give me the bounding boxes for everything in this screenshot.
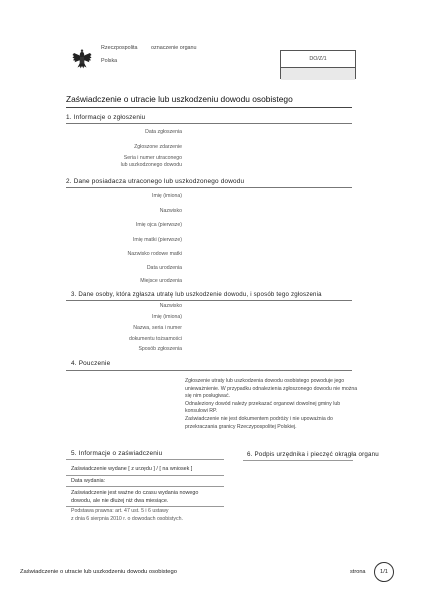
field-series-number — [121, 155, 182, 169]
instruction-text — [185, 378, 365, 431]
field-id-document-line1: Nazwa, seria i numer — [133, 325, 182, 331]
section5-heading: 5. Informacje o zaświadczeniu — [71, 450, 163, 457]
section5-rule — [66, 459, 224, 460]
instruction-line: unieważnienie. W przypadku odnalezienia zgłoszonego dowodu nie można — [185, 385, 358, 392]
page-title: Zaświadczenie o utracie lub uszkodzeniu dowodu osobistego — [66, 94, 293, 104]
field-series-number-line2: lub uszkodzonego dowodu — [120, 162, 182, 168]
section6-heading: 6. Podpis urzędnika i pieczęć okrągła organu — [247, 451, 379, 458]
field-birth-date: Data urodzenia — [146, 265, 182, 271]
instruction-line: przekraczania granicy Rzeczypospolitej Polskiej. — [185, 423, 297, 430]
issued-mode: Zaświadczenie wydane [ z urzędu ] / [ na wniosek ] — [71, 466, 193, 472]
page-number: 1/1 — [379, 569, 389, 575]
issue-date-label: Data wydania: — [71, 478, 106, 484]
validity-line1: Zaświadczenie jest ważne do czasu wydania nowego — [71, 490, 199, 496]
field-surname: Nazwisko — [159, 208, 182, 214]
page-number-circle — [374, 562, 394, 582]
field-mother-name: Imię matki (pierwsze) — [132, 237, 182, 243]
field-series-number-line1: Seria i numer utraconego — [123, 155, 182, 161]
document-code-top — [281, 51, 355, 68]
instruction-line: Zaświadczenie nie jest dokumentem podróży i nie upoważnia do — [185, 415, 333, 422]
section3-rule — [66, 300, 352, 301]
footer-title: Zaświadczenie o utracie lub uszkodzeniu dowodu osobistego — [20, 569, 177, 575]
document-code: DO/Z/1 — [309, 56, 327, 62]
organ-label: oznaczenie organu — [151, 45, 197, 51]
section1-rule — [66, 123, 352, 124]
instruction-line: Odnaleziony dowód należy przekazać organowi dowolnej gminy lub — [185, 400, 341, 407]
polish-eagle-emblem — [71, 46, 93, 71]
validity-rule — [66, 506, 224, 507]
document-code-box — [280, 50, 356, 79]
field-first-names: Imię (imiona) — [152, 193, 182, 199]
field-reported-event: Zgłoszone zdarzenie — [134, 144, 182, 150]
field-father-name: Imię ojca (pierwsze) — [135, 222, 182, 228]
section2-rule — [66, 187, 352, 188]
section1-heading: 1. Informacje o zgłoszeniu — [66, 114, 146, 121]
field-report-date: Data zgłoszenia — [145, 129, 182, 135]
section6-rule — [243, 460, 353, 461]
issue-date-rule — [66, 486, 224, 487]
issued-mode-rule — [66, 475, 224, 476]
field-birth-place: Miejsce urodzenia — [140, 278, 182, 284]
instruction-line: konsulowi RP. — [185, 408, 218, 415]
page-label: strona — [350, 569, 366, 575]
field-report-method: Sposób zgłoszenia — [138, 346, 182, 352]
republic-name-line2: Polska — [101, 58, 118, 64]
instruction-line: Zgłoszenie utraty lub uszkodzenia dowodu osobistego powoduje jego — [185, 378, 345, 384]
legal-basis-line2: z dnia 6 sierpnia 2010 r. o dowodach osobistych. — [71, 515, 183, 522]
title-rule — [66, 107, 352, 108]
legal-basis — [71, 508, 183, 523]
section2-heading: 2. Dane posiadacza utraconego lub uszkodzonego dowodu — [66, 178, 245, 185]
section4-heading: 4. Pouczenie — [71, 360, 111, 367]
republic-name-line1: Rzeczpospolita — [101, 45, 138, 51]
document-code-fill — [281, 68, 355, 80]
section4-rule — [66, 370, 352, 371]
field-id-document-line2: dokumentu tożsamości — [128, 336, 182, 342]
field-reporter-first-names: Imię (imiona) — [152, 314, 182, 320]
field-mother-maiden-name: Nazwisko rodowe matki — [127, 251, 182, 257]
legal-basis-line1: Podstawa prawna: art. 47 ust. 5 i 6 ustawy — [71, 508, 169, 514]
field-reporter-surname: Nazwisko — [159, 303, 182, 309]
instruction-line: się nim posługiwać. — [185, 393, 230, 400]
validity-text — [71, 490, 198, 505]
section3-heading: 3. Dane osoby, która zgłasza utratę lub uszkodzenie dowodu, i sposób tego zgłoszenia — [71, 291, 322, 298]
validity-line2: dowodu, ale nie dłużej niż dwa miesiące. — [71, 497, 169, 504]
